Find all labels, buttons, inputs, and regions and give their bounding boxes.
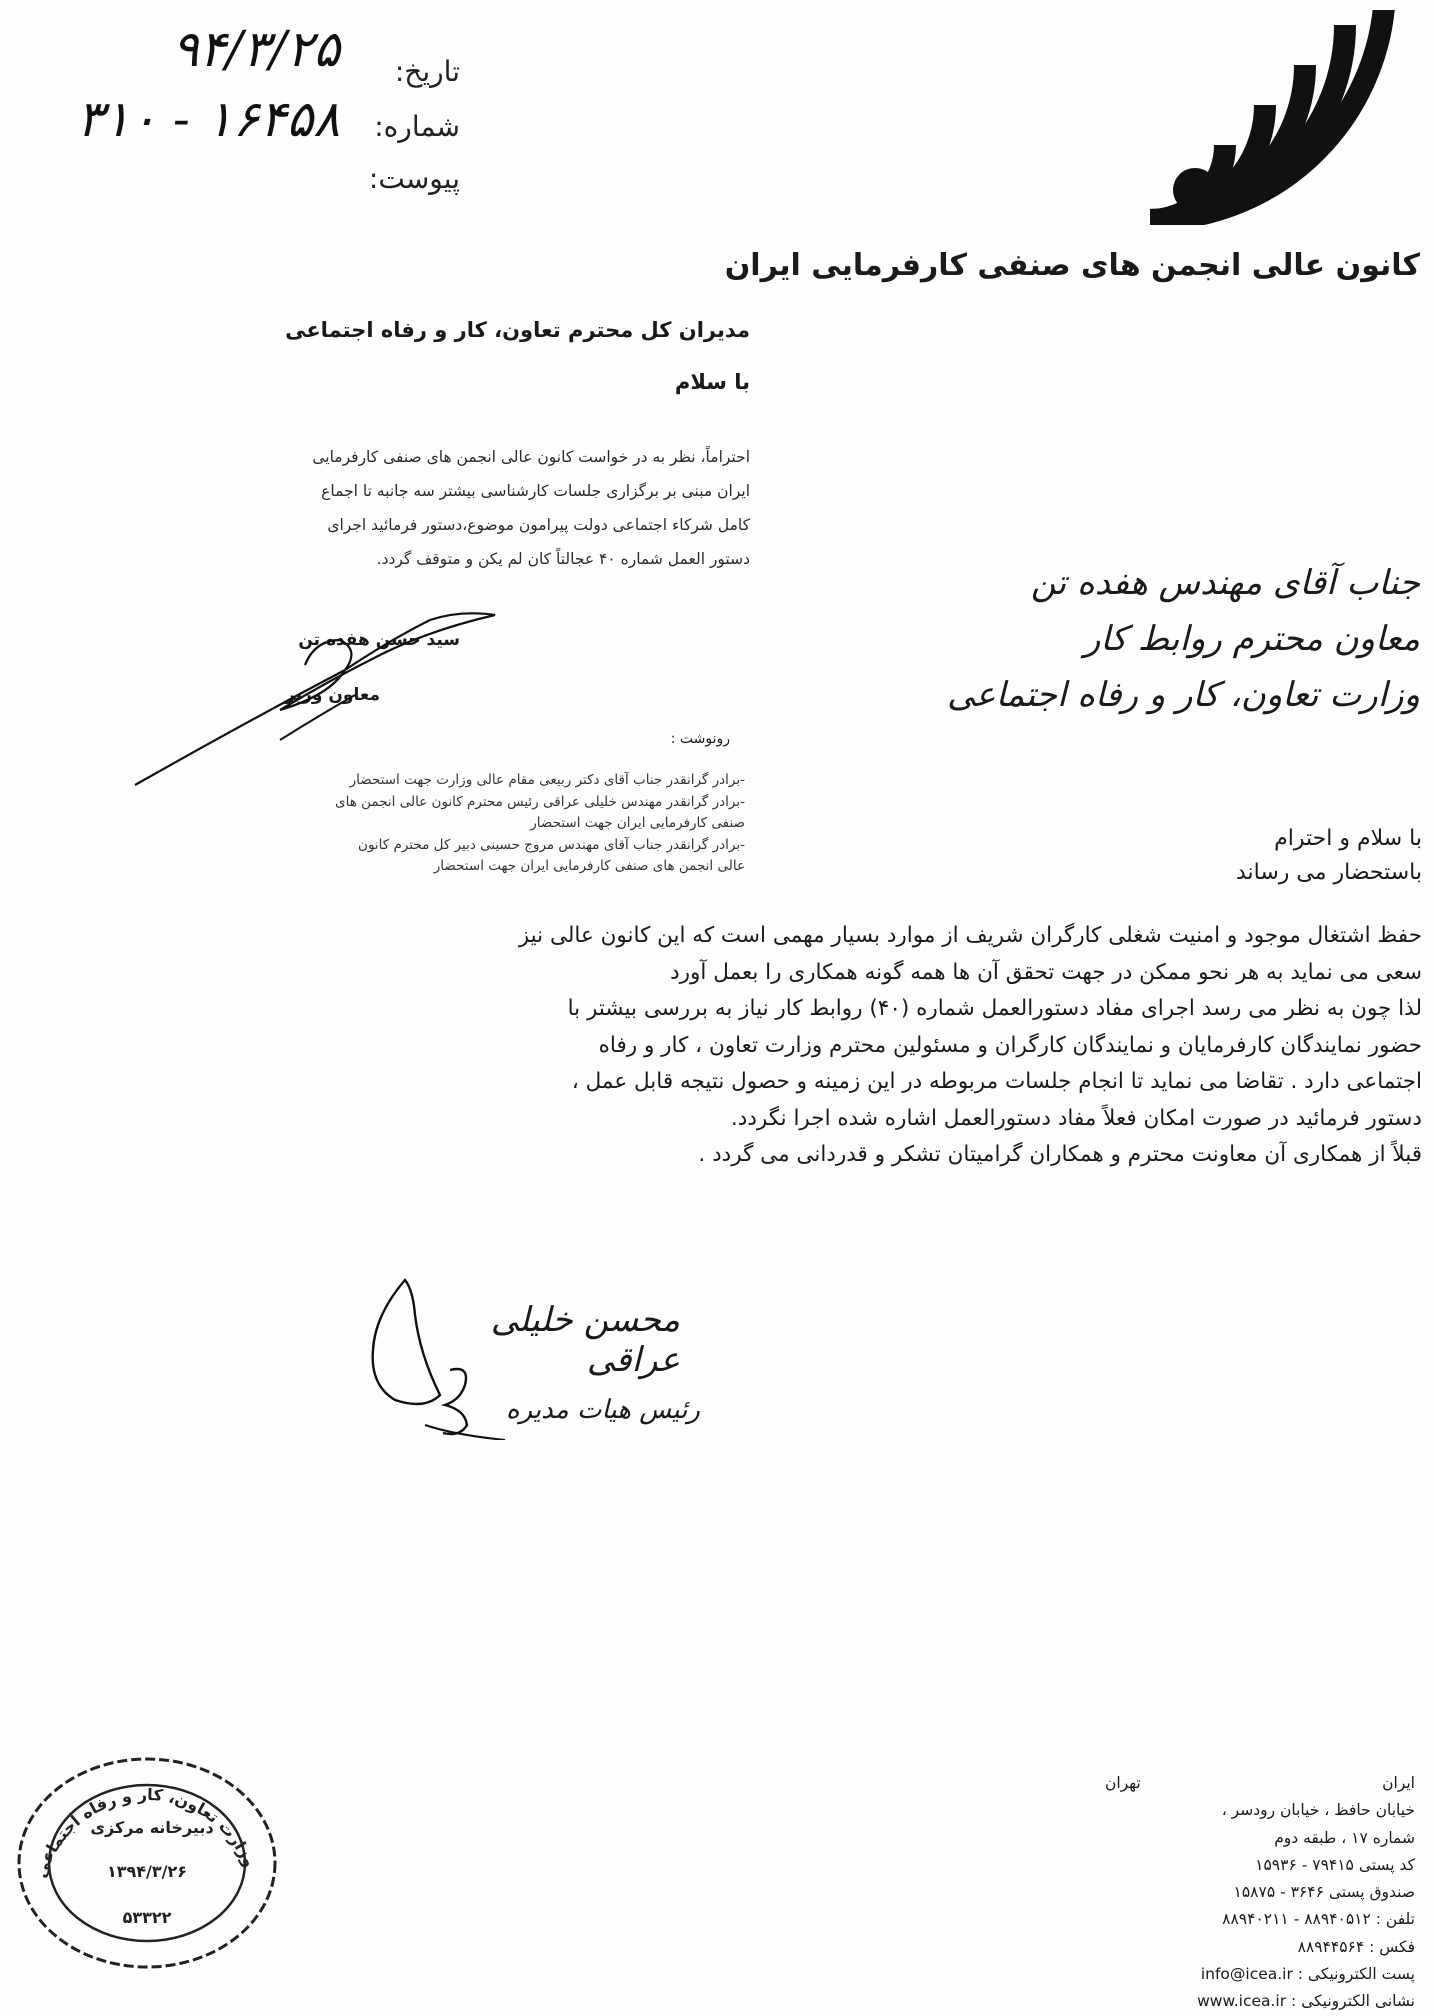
footer-line: نشانی الکترونیکی : www.icea.ir xyxy=(1197,1992,1415,2011)
note-line: دستور العمل شماره ۴۰ عجالتاً کان لم یکن و متوقف گردد. xyxy=(376,550,750,568)
letter-line: سعی می نماید به هر نحو ممکن در جهت تحقق آن ها همه گونه همکاری را بعمل آورد xyxy=(670,959,1422,985)
footer-line: صندوق پستی ۳۶۴۶ - ۱۵۸۷۵ xyxy=(1233,1883,1415,1902)
letter-greetings xyxy=(1050,822,1422,890)
letter-line: لذا چون به نظر می رسد اجرای مفاد دستورالعمل شماره (۴۰) روابط کار نیاز به بررسی بیشتر با xyxy=(567,996,1422,1021)
footer-line: پست الکترونیکی : info@icea.ir xyxy=(1200,1965,1415,1984)
date-label: تاریخ: xyxy=(394,55,460,88)
addressee xyxy=(900,555,1420,723)
addressee-line: جناب آقای مهندس هفده تن xyxy=(1030,563,1420,603)
number-label-row xyxy=(330,110,460,143)
cc-line: -برادر گرانقدر جناب آقای مهندس مروج حسینی دبیر کل محترم کانون xyxy=(358,836,745,853)
cc-line: -برادر گرانقدر مهندس خلیلی عراقی رئیس محترم کانون عالی انجمن های xyxy=(335,793,745,810)
cc-label: رونوشت : xyxy=(670,731,730,747)
footer-line: تلفن : ۸۸۹۴۰۵۱۲ - ۸۸۹۴۰۲۱۱ xyxy=(1222,1910,1415,1929)
stamp-center-title: دبیرخانه مرکزی xyxy=(90,1818,214,1837)
footer-line: خیابان حافظ ، خیابان رودسر ، xyxy=(1221,1801,1415,1820)
note-signer-title: معاون وزیر xyxy=(285,685,380,705)
letter-line: دستور فرمائید در صورت امکان فعلاً مفاد دستورالعمل اشاره شده اجرا نگردد. xyxy=(730,1105,1422,1131)
deputy-signature-scribble xyxy=(130,600,500,790)
stamp-ring-text: وزارت تعاون، کار و رفاه اجتماعی xyxy=(30,1784,260,1881)
footer-line: شماره ۱۷ ، طبقه دوم xyxy=(1274,1828,1415,1847)
note-line: احتراماً، نظر به در خواست کانون عالی انجمن های صنفی کارفرمایی xyxy=(312,448,750,466)
number-value: ۱۶۴۵۸ - ۳۱۰ xyxy=(76,90,340,148)
forward-note xyxy=(250,318,750,394)
footer-line: کد پستی ۷۹۴۱۵ - ۱۵۹۳۶ xyxy=(1255,1855,1415,1874)
letter-greeting-2: باستحضار می رساند xyxy=(1235,860,1422,885)
signature-name: محسن خلیلی عراقی xyxy=(490,1300,680,1380)
date-value: ۹۴/۳/۲۵ xyxy=(172,20,340,78)
letter-line: حفظ اشتغال موجود و امنیت شغلی کارگران شریف از موارد بسیار مهمی است که این کانون عالی نیز xyxy=(518,923,1422,948)
footer-contact xyxy=(1075,1770,1415,2016)
stamp-number: ۵۳۳۲۲ xyxy=(122,1908,172,1927)
attachment-label: پیوست: xyxy=(368,162,460,195)
signature-title: رئیس هیات مدیره xyxy=(505,1395,700,1425)
number-label: شماره: xyxy=(374,110,460,143)
cc-list xyxy=(225,770,745,878)
note-line: کامل شرکاء اجتماعی دولت پیرامون موضوع،دستور فرمائید اجرای xyxy=(327,516,750,534)
note-signer-name: سید حسن هفده تن xyxy=(298,630,460,650)
note-greeting: با سلام xyxy=(674,370,750,394)
cc-line: -برادر گرانقدر جناب آقای دکتر ربیعی مقام عالی وزارت جهت استحضار xyxy=(349,772,745,788)
addressee-line: معاون محترم روابط کار xyxy=(1084,619,1420,659)
cc-line: صنفی کارفرمایی ایران جهت استحضار xyxy=(530,815,745,831)
chairman-signature-scribble xyxy=(365,1275,515,1440)
letter-line: حضور نمایندگان کارفرمایان و نمایندگان کارگران و مسئولین محترم وزارت تعاون ، کار و رفاه xyxy=(598,1032,1422,1058)
letter-greeting: با سلام و احترام xyxy=(1274,826,1422,851)
date-label-row xyxy=(330,55,460,88)
letter-line: قبلاً از همکاری آن معاونت محترم و همکاران گرامیتان تشکر و قدردانی می گردد . xyxy=(698,1142,1422,1167)
footer-line: فکس : ۸۸۹۴۴۵۶۴ xyxy=(1297,1937,1415,1956)
note-line: ایران مبنی بر برگزاری جلسات کارشناسی بیشتر سه جانبه تا اجماع xyxy=(321,482,750,500)
stamp-date: ۱۳۹۴/۳/۲۶ xyxy=(106,1862,188,1881)
addressee-line: وزارت تعاون، کار و رفاه اجتماعی xyxy=(947,675,1420,715)
cc-line: عالی انجمن های صنفی کارفرمایی ایران جهت استحضار xyxy=(433,858,745,874)
letter-body xyxy=(400,918,1422,1174)
org-name: کانون عالی انجمن های صنفی کارفرمایی ایران xyxy=(724,248,1420,283)
signal-logo-icon xyxy=(1140,10,1420,225)
note-recipient: مدیران کل محترم تعاون، کار و رفاه اجتماعی xyxy=(285,318,750,342)
footer-city: تهران xyxy=(1105,1774,1141,1792)
footer-country: ایران xyxy=(1382,1774,1415,1792)
letter-line: اجتماعی دارد . تقاضا می نماید تا انجام جلسات مربوطه در این زمینه و حصول نتیجه قابل عمل ، xyxy=(571,1069,1422,1094)
ministry-stamp xyxy=(12,1755,282,1970)
note-body xyxy=(200,440,750,576)
